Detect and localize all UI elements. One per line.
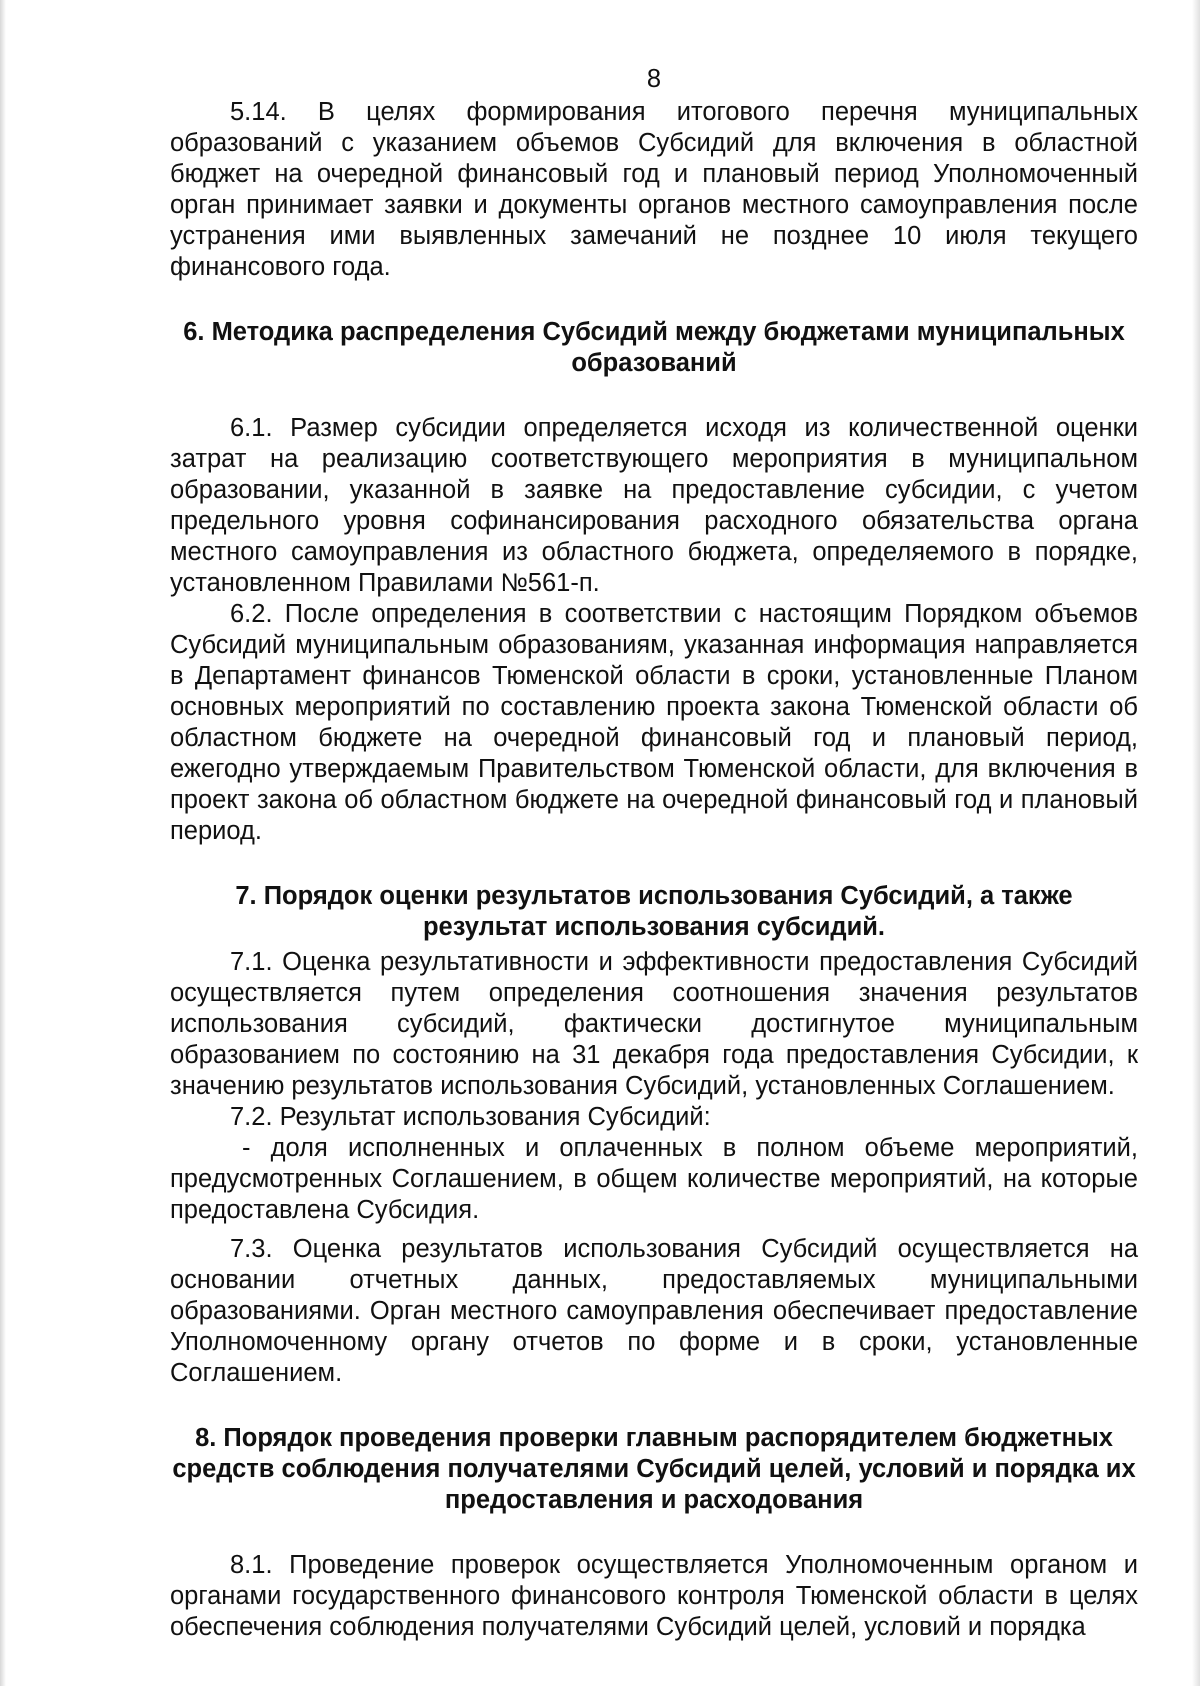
scan-edge-right — [1192, 0, 1200, 1686]
document-page — [170, 64, 1138, 1643]
paragraph-7-2-list-item: - доля исполненных и оплаченных в полном объеме мероприятий, предусмотренных Соглашением, в общем количестве мероприятий, на которые предоставлена Субсидия. — [170, 1134, 1138, 1224]
paragraph-7-3: 7.3. Оценка результатов использования Субсидий осуществляется на основании отчетных данных, предоставляемых муниципальными образованиями. Орган местного самоуправления обеспечивает предоставление Уполномоченному органу отчетов по форме и в сроки, установленные Соглашением. — [170, 1235, 1138, 1387]
section-heading-6: 6. Методика распределения Субсидий между бюджетами муниципальных образований — [183, 318, 1125, 377]
section-heading-7: 7. Порядок оценки результатов использования Субсидий, а также результат использования субсидий. — [235, 882, 1073, 941]
paragraph-8-1: 8.1. Проведение проверок осуществляется Уполномоченным органом и органами государственного финансового контроля Тюменской области в целях обеспечения соблюдения получателями Субсидий целей, условий и порядка — [170, 1551, 1138, 1641]
page-number: 8 — [646, 65, 662, 93]
paragraph-7-2: 7.2. Результат использования Субсидий: — [230, 1103, 711, 1131]
paragraph-5-14: 5.14. В целях формирования итогового перечня муниципальных образований с указанием объемов Субсидий для включения в областной бюджет на очередной финансовый год и плановый период Уполномоченный орган принимает заявки и документы органов местного самоуправления после устранения ими выявленных замечаний не позднее 10 июля текущего финансового года. — [170, 98, 1138, 281]
paragraph-7-1: 7.1. Оценка результативности и эффективности предоставления Субсидий осуществляется путем определения соотношения значения результатов использования субсидий, фактически достигнутое муниципальным образованием по состоянию на 31 декабря года предоставления Субсидии, к значению результатов использования Субсидий, установленных Соглашением. — [170, 948, 1138, 1100]
paragraph-6-1: 6.1. Размер субсидии определяется исходя из количественной оценки затрат на реализацию соответствующего мероприятия в муниципальном образовании, указанной в заявке на предоставление субсидии, с учетом предельного уровня софинансирования расходного обязательства органа местного самоуправления из областного бюджета, определяемого в порядке, установленном Правилами №561-п. — [170, 414, 1138, 597]
paragraph-6-2: 6.2. После определения в соответствии с настоящим Порядком объемов Субсидий муниципальным образованиям, указанная информация направляется в Департамент финансов Тюменской области в сроки, установленные Планом основных мероприятий по составлению проекта закона Тюменской области об областном бюджете на очередной финансовый год и плановый период, ежегодно утверждаемым Правительством Тюменской области, для включения в проект закона об областном бюджете на очередной финансовый год и плановый период. — [170, 600, 1138, 845]
scan-edge-left — [0, 0, 6, 1686]
section-heading-8: 8. Порядок проведения проверки главным распорядителем бюджетных средств соблюдения получателями Субсидий целей, условий и порядка их предоставления и расходования — [172, 1424, 1136, 1514]
spacer — [170, 1226, 1138, 1234]
